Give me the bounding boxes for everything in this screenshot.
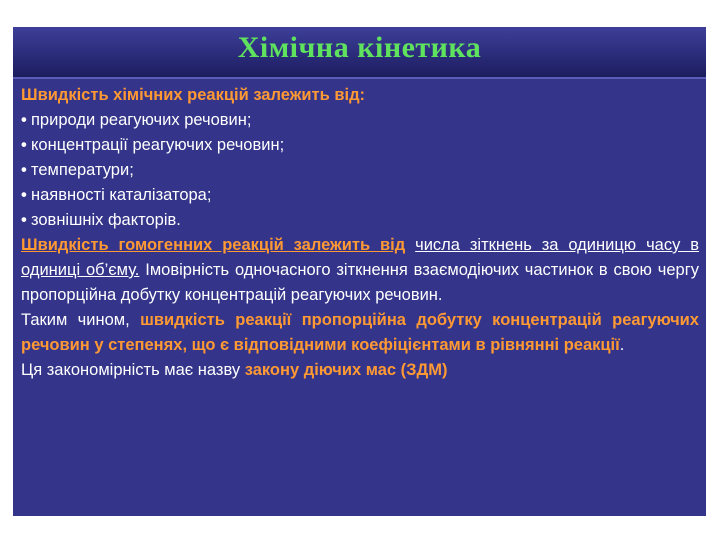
law-prefix: Ця закономірність має назву — [21, 361, 245, 379]
bullet-icon: • — [21, 186, 27, 204]
list-item-text: концентрації реагуючих речовин; — [31, 136, 285, 154]
collision-phrase: числа зіткнень за одиницю часу в одиниці об’єму. — [21, 236, 699, 279]
bullet-icon: • — [21, 136, 27, 154]
lead-heading: Швидкість хімічних реакцій залежить від: — [21, 86, 366, 104]
list-item — [21, 158, 699, 183]
title-band — [13, 27, 706, 77]
paragraph-conclusion — [21, 308, 699, 358]
bullet-icon: • — [21, 111, 27, 129]
list-item — [21, 133, 699, 158]
list-item-text: зовнішніх факторів. — [31, 211, 181, 229]
law-suffix: ) — [442, 361, 448, 379]
probability-text: Імовірність одночасного зіткнення взаємодіючих частинок в свою чергу пропорційна добутку концентрацій реагуючих речовин. — [21, 261, 699, 304]
paragraph-law — [21, 358, 699, 383]
bullet-icon: • — [21, 211, 27, 229]
bullet-icon: • — [21, 161, 27, 179]
list-item — [21, 208, 699, 233]
slide-title: Хімічна кінетика — [237, 31, 482, 64]
list-item-text: наявності каталізатора; — [31, 186, 212, 204]
conclusion-highlight: швидкість реакції пропорційна добутку концентрацій реагуючих речовин у степенях, що є відповідними коефіцієнтами в рівнянні реакції — [21, 311, 699, 354]
conclusion-suffix: . — [619, 336, 625, 354]
factor-list — [21, 108, 699, 233]
paragraph-homogeneous — [21, 233, 699, 308]
law-name: закону діючих мас (ЗДМ — [244, 361, 442, 379]
slide-content — [21, 83, 699, 383]
list-item — [21, 108, 699, 133]
slide — [13, 27, 706, 516]
homogeneous-highlight: Швидкість гомогенних реакцій залежить від — [21, 236, 406, 254]
list-item-text: природи реагуючих речовин; — [31, 111, 252, 129]
conclusion-prefix: Таким чином, — [21, 311, 141, 329]
list-item — [21, 183, 699, 208]
list-item-text: температури; — [31, 161, 134, 179]
